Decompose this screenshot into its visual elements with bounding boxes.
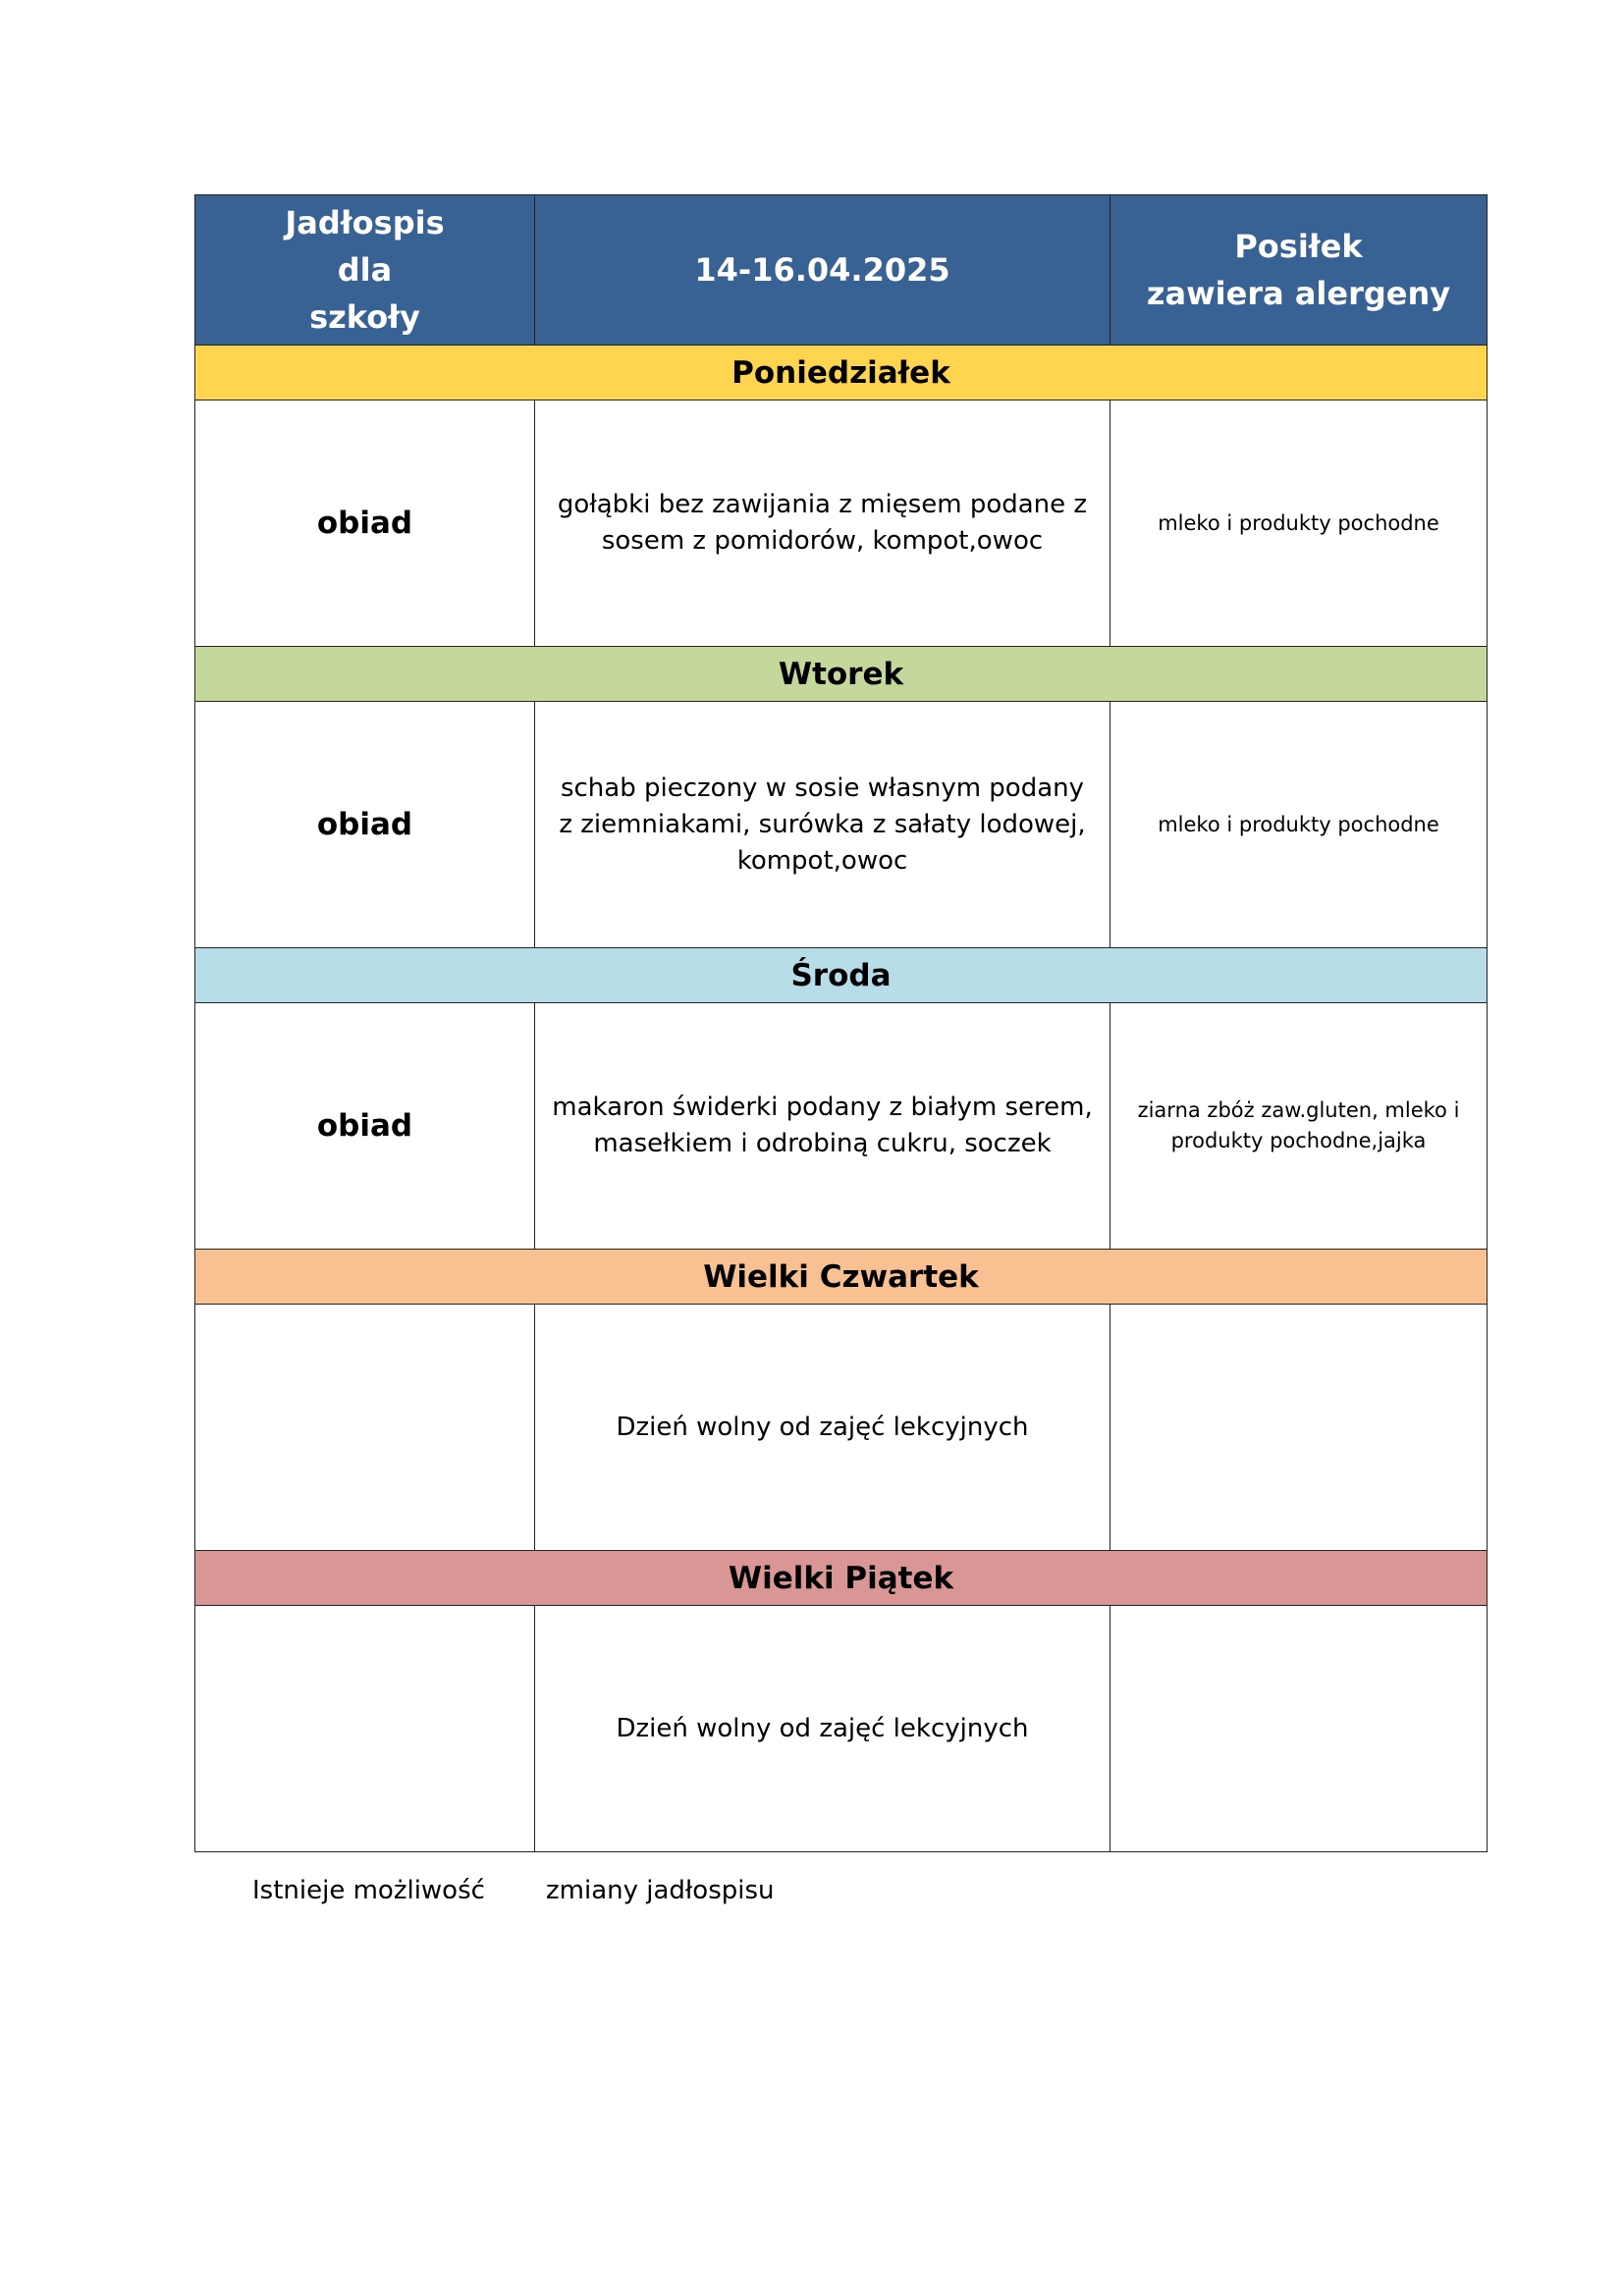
header-title-cell: [195, 195, 535, 346]
meal-type-friday: [195, 1606, 535, 1852]
header-title-line1: Jadłospis: [285, 204, 445, 241]
allergens-tuesday: mleko i produkty pochodne: [1110, 702, 1488, 948]
meal-type-monday: obiad: [195, 400, 535, 647]
day-name-tuesday: Wtorek: [195, 647, 1488, 702]
menu-table: [194, 194, 1488, 1852]
allergens-wednesday: ziarna zbóż zaw.gluten, mleko i produkty pochodne,jajka: [1110, 1003, 1488, 1250]
header-date-cell: [535, 195, 1110, 346]
dish-tuesday: schab pieczony w sosie własnym podany z ziemniakami, surówka z sałaty lodowej, kompot,owoc: [535, 702, 1110, 948]
day-row-thursday: [195, 1250, 1488, 1305]
meal-row-wednesday: [195, 1003, 1488, 1250]
day-name-thursday: Wielki Czwartek: [195, 1250, 1488, 1305]
day-row-tuesday: [195, 647, 1488, 702]
meal-row-friday: [195, 1606, 1488, 1852]
dish-monday: gołąbki bez zawijania z mięsem podane z sosem z pomidorów, kompot,owoc: [535, 400, 1110, 647]
footer-note-part2: zmiany jadłospisu: [546, 1876, 775, 1905]
day-row-friday: [195, 1551, 1488, 1606]
day-name-wednesday: Środa: [195, 948, 1488, 1003]
meal-type-thursday: [195, 1305, 535, 1551]
allergens-thursday: [1110, 1305, 1488, 1551]
meal-type-tuesday: obiad: [195, 702, 535, 948]
meal-type-wednesday: obiad: [195, 1003, 535, 1250]
header-allergens-cell: [1110, 195, 1488, 346]
footer-note-part1: Istnieje możliwość: [252, 1876, 485, 1905]
meal-row-monday: [195, 400, 1488, 647]
allergens-friday: [1110, 1606, 1488, 1852]
day-row-wednesday: [195, 948, 1488, 1003]
header-allergens-line1: Posiłek: [1234, 228, 1363, 265]
day-name-friday: Wielki Piątek: [195, 1551, 1488, 1606]
header-allergens-line2: zawiera alergeny: [1146, 275, 1451, 312]
header-date-range: 14-16.04.2025: [694, 251, 950, 289]
meal-row-tuesday: [195, 702, 1488, 948]
dish-thursday: Dzień wolny od zajęć lekcyjnych: [535, 1305, 1110, 1551]
dish-wednesday: makaron świderki podany z białym serem, masełkiem i odrobiną cukru, soczek: [535, 1003, 1110, 1250]
header-row: [195, 195, 1488, 346]
header-title-line3: szkoły: [309, 298, 420, 336]
day-row-monday: [195, 346, 1488, 400]
day-name-monday: Poniedziałek: [195, 346, 1488, 400]
dish-friday: Dzień wolny od zajęć lekcyjnych: [535, 1606, 1110, 1852]
meal-row-thursday: [195, 1305, 1488, 1551]
header-title-line2: dla: [337, 251, 393, 289]
allergens-monday: mleko i produkty pochodne: [1110, 400, 1488, 647]
